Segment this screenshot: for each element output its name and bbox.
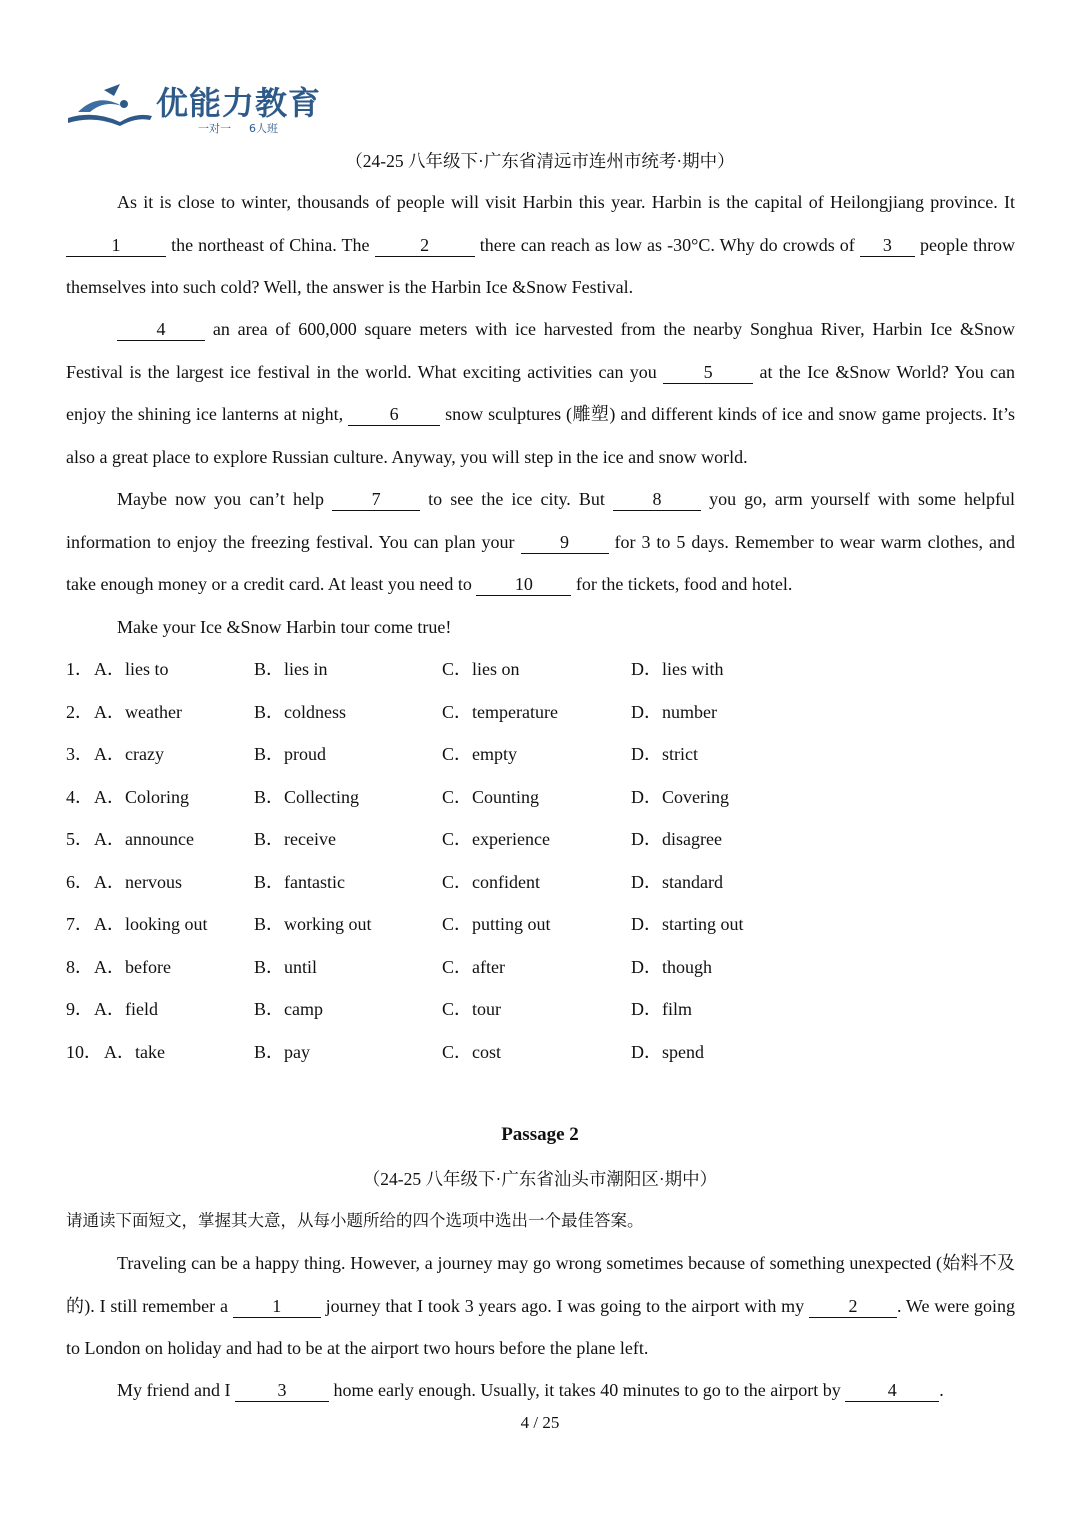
- option-a[interactable]: A．lies to: [94, 659, 169, 679]
- question-number: 3．: [66, 744, 93, 764]
- option-d[interactable]: D．starting out: [631, 914, 744, 934]
- option-b[interactable]: B．pay: [254, 1041, 310, 1062]
- blank-4: 4: [117, 318, 205, 341]
- option-a[interactable]: A．weather: [94, 701, 182, 722]
- logo: [64, 78, 334, 138]
- passage1-paragraph-1: As it is close to winter, thousands of people will visit Harbin this year. Harbin is the capital of Heilongjiang province. It 1 the northeast of China. The 2 there can reach as low as -30°C. Why do crowds of 3 people throw themselves into such cold? Well, the answer is the Harbin Ice &Snow Festival.: [66, 192, 1016, 297]
- option-a[interactable]: A．looking out: [94, 914, 208, 934]
- option-b[interactable]: B．fantastic: [254, 871, 345, 892]
- passage2-paragraph-1: Traveling can be a happy thing. However, a journey may go wrong sometimes because of something unexpected (始料不及的). I still remember a 1 journey that I took 3 years ago. I was going to the airport with my 2 . We were going to London on holiday and had to be at the airport two hours before the plane left.: [66, 1253, 1016, 1358]
- blank-3: 3: [860, 234, 915, 257]
- question-options: [66, 648, 966, 1073]
- question-row: [66, 691, 966, 734]
- blank-10: 10: [476, 573, 571, 596]
- option-c[interactable]: C．putting out: [442, 914, 551, 934]
- option-a[interactable]: A．nervous: [94, 871, 182, 892]
- option-d[interactable]: D．standard: [631, 871, 723, 892]
- option-d[interactable]: D．lies with: [631, 659, 724, 679]
- passage2-paragraph-2: My friend and I 3 home early enough. Usually, it takes 40 minutes to go to the airport by 4 .: [117, 1380, 944, 1400]
- blank-6: 6: [348, 403, 440, 426]
- option-b[interactable]: B．proud: [254, 744, 326, 764]
- question-number: 7．: [66, 914, 93, 934]
- option-c[interactable]: C．experience: [442, 829, 550, 849]
- blank-1: 1: [66, 234, 166, 257]
- option-a[interactable]: A．announce: [94, 829, 194, 849]
- blank-7: 7: [332, 488, 420, 511]
- blank-9: 9: [521, 531, 609, 554]
- option-d[interactable]: D．number: [631, 701, 717, 722]
- option-b[interactable]: B．camp: [254, 999, 323, 1019]
- question-number: 5．: [66, 829, 93, 849]
- logo-tagline: [198, 120, 296, 136]
- option-b[interactable]: B．coldness: [254, 701, 346, 722]
- passage1-paragraph-3: Maybe now you can’t help 7 to see the ice city. But 8 you go, arm yourself with some helpful information to enjoy the freezing festival. You can plan your 9 for 3 to 5 days. Remember to wear warm clothes, and take enough money or a credit card. At least you need to 10 for the tickets, food and hotel.: [66, 489, 1016, 594]
- blank-3: 3: [235, 1379, 329, 1402]
- passage2-heading: Passage 2: [501, 1124, 579, 1145]
- option-b[interactable]: B．Collecting: [254, 786, 359, 807]
- passage2-instruction: 请通读下面短文，掌握其大意，从每小题所给的四个选项中选出一个最佳答案。: [66, 1211, 644, 1230]
- option-b[interactable]: B．until: [254, 956, 318, 977]
- question-number: 2．: [66, 701, 93, 722]
- passage1-paragraph-4: Make your Ice &Snow Harbin tour come true!: [117, 617, 452, 637]
- blank-5: 5: [663, 361, 753, 384]
- logo-name: 优能力教育: [156, 84, 322, 122]
- option-d[interactable]: D．Covering: [631, 786, 729, 807]
- option-a[interactable]: A．before: [94, 956, 171, 977]
- blank-4: 4: [845, 1379, 939, 1402]
- page-number: 4 / 25: [520, 1413, 560, 1432]
- question-row: [66, 903, 966, 946]
- option-d[interactable]: D．strict: [631, 744, 698, 764]
- logo-tag-six-class: 6人班: [249, 122, 278, 135]
- option-d[interactable]: D．spend: [631, 1041, 704, 1062]
- question-row: [66, 1031, 966, 1074]
- blank-2: 2: [375, 234, 475, 257]
- option-c[interactable]: C．tour: [442, 999, 502, 1019]
- option-c[interactable]: C．confident: [442, 871, 540, 892]
- option-d[interactable]: D．disagree: [631, 829, 722, 849]
- option-b[interactable]: B．receive: [254, 829, 336, 849]
- option-b[interactable]: B．working out: [254, 914, 372, 934]
- option-a[interactable]: A．Coloring: [94, 786, 190, 807]
- option-d[interactable]: D．film: [631, 999, 692, 1019]
- question-row: [66, 861, 966, 904]
- option-d[interactable]: D．though: [631, 956, 712, 977]
- blank-2: 2: [809, 1295, 897, 1318]
- option-c[interactable]: C．temperature: [442, 701, 558, 722]
- option-c[interactable]: C．Counting: [442, 786, 540, 807]
- blank-8: 8: [613, 488, 701, 511]
- blank-1: 1: [233, 1295, 321, 1318]
- question-number: 10．: [66, 1041, 102, 1062]
- option-c[interactable]: C．empty: [442, 744, 517, 764]
- question-number: 9．: [66, 999, 93, 1019]
- question-row: [66, 776, 966, 819]
- question-row: [66, 946, 966, 989]
- option-a[interactable]: A．crazy: [94, 744, 164, 764]
- question-row: [66, 818, 966, 861]
- question-number: 6．: [66, 871, 93, 892]
- question-number: 1．: [66, 659, 93, 679]
- question-row: [66, 733, 966, 776]
- question-row: [66, 648, 966, 691]
- question-row: [66, 988, 966, 1031]
- option-a[interactable]: A．field: [94, 999, 158, 1019]
- question-number: 4．: [66, 786, 93, 807]
- option-c[interactable]: C．lies on: [442, 659, 520, 679]
- passage1-paragraph-2: 4 an area of 600,000 square meters with ice harvested from the nearby Songhua River, Harbin Ice &Snow Festival is the largest ice festival in the world. What exciting activities can you 5 at the Ice &Snow World? You can enjoy the shining ice lanterns at night, 6 snow sculptures (雕塑) and different kinds of ice and snow game projects. It’s also a great place to explore Russian culture. Anyway, you will step in the ice and snow world.: [66, 319, 1016, 467]
- option-c[interactable]: C．after: [442, 956, 505, 977]
- book-wing-logo-icon: [64, 82, 154, 132]
- passage2-source: （24-25 八年级下·广东省汕头市潮阳区·期中）: [362, 1169, 718, 1189]
- passage1-source: （24-25 八年级下·广东省清远市连州市统考·期中）: [345, 151, 735, 171]
- option-a[interactable]: A．take: [104, 1041, 165, 1062]
- option-b[interactable]: B．lies in: [254, 659, 328, 679]
- logo-tag-one-on-one: 一对一: [198, 122, 231, 135]
- option-c[interactable]: C．cost: [442, 1041, 502, 1062]
- question-number: 8．: [66, 956, 93, 977]
